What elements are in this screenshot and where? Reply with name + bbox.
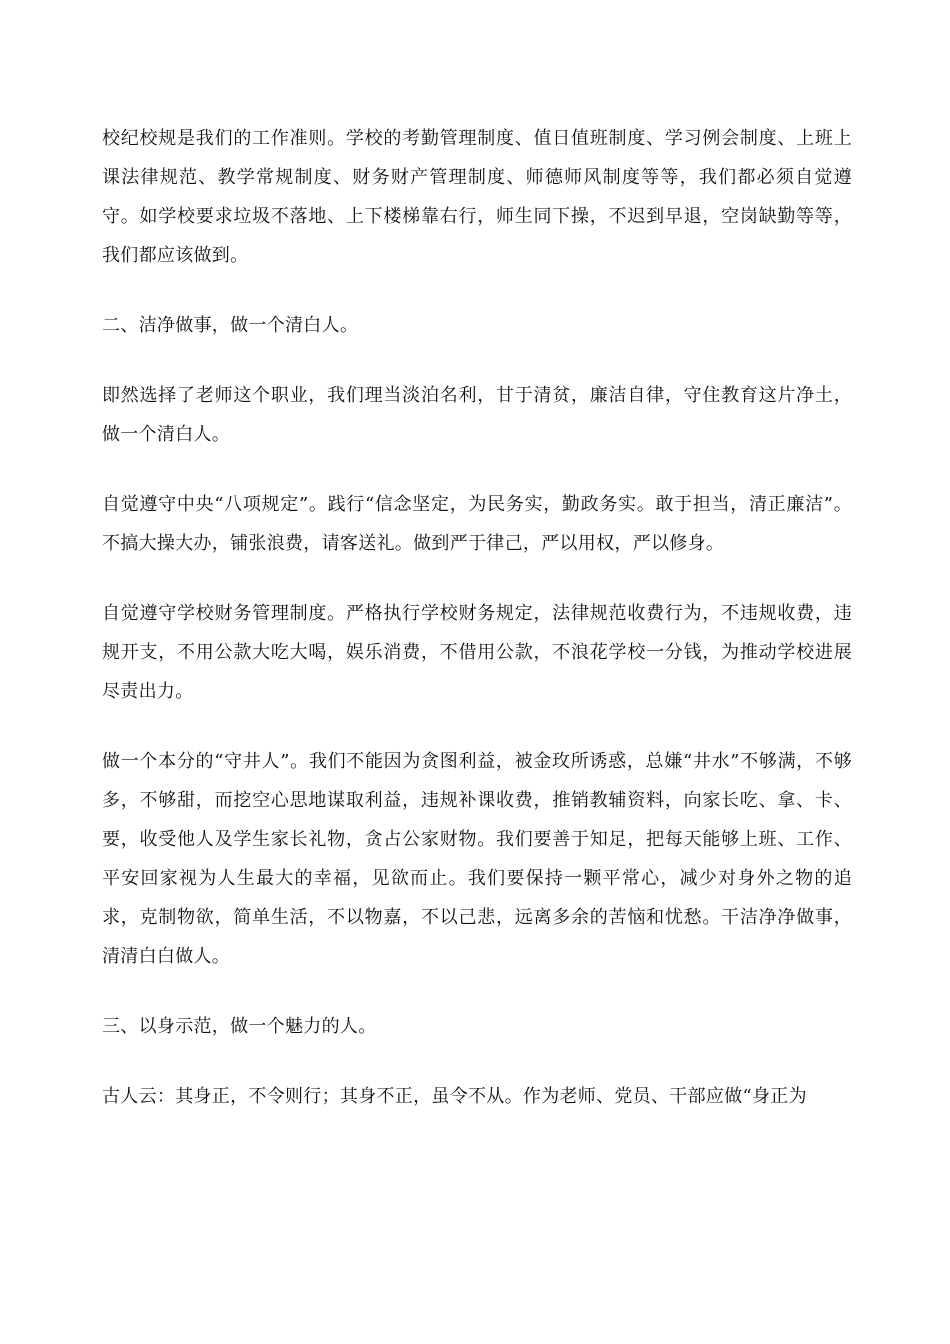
paragraph-teacher-choice: 即然选择了老师这个职业，我们理当淡泊名利，甘于清贫，廉洁自律，守住教育这片净土，做一个清白人。 xyxy=(102,385,852,445)
section-heading-two: 二、洁净做事，做一个清白人。 xyxy=(102,315,359,336)
section-heading-three: 三、以身示范，做一个魅力的人。 xyxy=(102,1016,377,1037)
paragraph-well-keeper: 做一个本分的“守井人”。我们不能因为贪图利益，被金玫所诱惑，总嫌“井水”不够满，不够多，不够甜，而挖空心思地谋取利益，违规补课收费，推销教辅资料，向家长吃、拿、卡、要，收受他人及学生家长礼物，贪占公家财物。我们要善于知足，把每天能够上班、工作、平安回家视为人生最大的幸福，见欲而止。我们要保持一颗平常心，减少对身外之物的追求，克制物欲，简单生活，不以物嘉，不以己悲，远离多余的苦恼和忧愁。干洁净净做事，清清白白做人。 xyxy=(102,751,852,967)
document-body xyxy=(102,119,852,1147)
paragraph-finance-rules: 自觉遵守学校财务管理制度。严格执行学校财务规定，法律规范收费行为，不违规收费，违规开支，不用公款大吃大喝，娱乐消费，不借用公款，不浪花学校一分钱，为推动学校进展尽责出力。 xyxy=(102,603,852,702)
paragraph-school-rules: 校纪校规是我们的工作准则。学校的考勤管理制度、值日值班制度、学习例会制度、上班上课法律规范、教学常规制度、财务财产管理制度、师德师风制度等等，我们都必须自觉遵守。如学校要求垃圾不落地、上下楼梯靠右行，师生同下操，不迟到早退，空岗缺勤等等，我们都应该做到。 xyxy=(102,128,852,266)
paragraph-ancients-say: 古人云：其身正，不令则行；其身不正，虽令不从。作为老师、党员、干部应做“身正为 xyxy=(102,1086,807,1107)
paragraph-eight-rules: 自觉遵守中央“八项规定”。践行“信念坚定，为民务实，勤政务实。敢于担当，清正廉洁”。不搞大操大办，铺张浪费，请客送礼。做到严于律己，严以用权，严以修身。 xyxy=(102,494,852,554)
